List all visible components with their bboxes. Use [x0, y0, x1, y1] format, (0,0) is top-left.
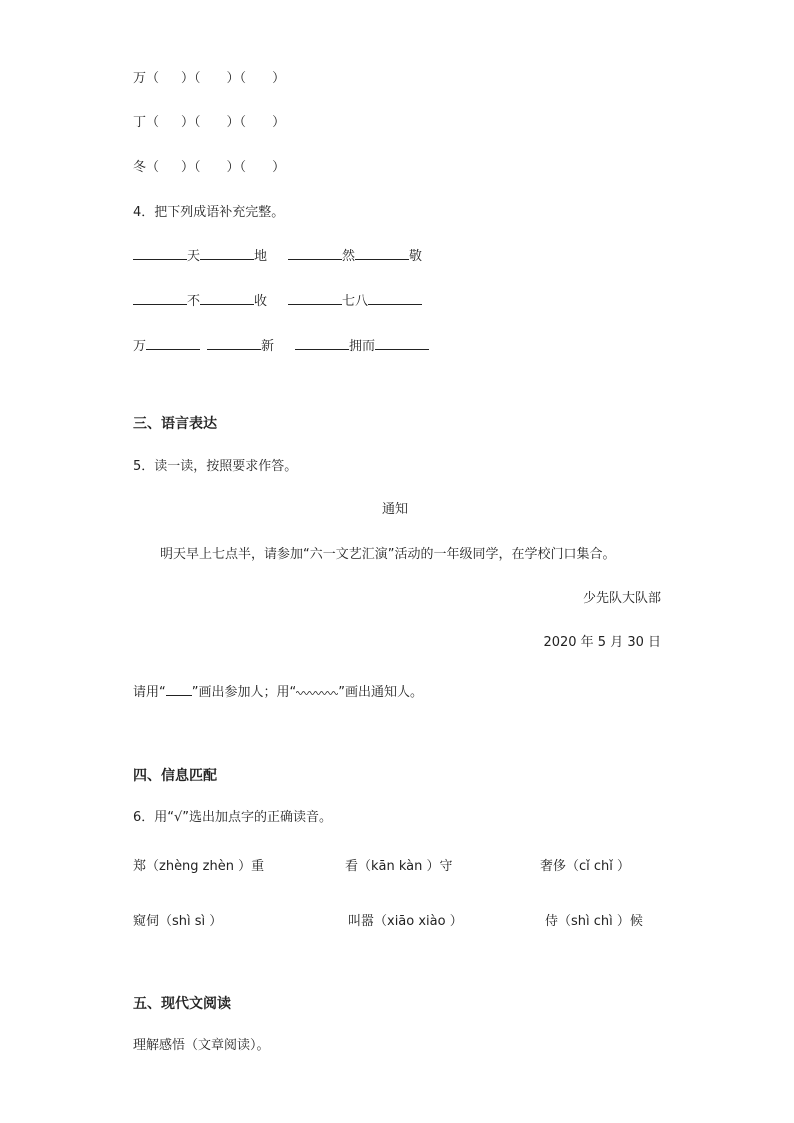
- fill-blank[interactable]: [288, 247, 342, 260]
- q3-char: 冬: [133, 160, 147, 175]
- fill-blank[interactable]: [375, 337, 429, 350]
- q3-char: 万: [133, 71, 147, 86]
- q6-prompt: 6．用“√”选出加点字的正确读音。: [133, 810, 333, 825]
- pinyin-item[interactable]: 奢侈（cǐ chǐ ）: [540, 859, 631, 874]
- reading-subheading: 理解感悟（文章阅读）。: [133, 1038, 270, 1053]
- notice-date: 2020 年 5 月 30 日: [543, 635, 661, 650]
- section-heading-5: 五、现代文阅读: [133, 996, 231, 1012]
- q3-row-2: 丁（ ）（ ）（ ）: [133, 115, 286, 130]
- pinyin-item[interactable]: 叫嚣（xiāo xiào ）: [348, 914, 463, 929]
- pinyin-item[interactable]: 窥伺（shì sì ）: [133, 914, 223, 929]
- fill-blank[interactable]: [207, 337, 261, 350]
- q3-char: 丁: [133, 115, 147, 130]
- wavy-underline-sample: [296, 688, 338, 696]
- idiom-row-1: 天 地 然 敬: [133, 245, 422, 264]
- straight-underline-sample: [166, 683, 192, 696]
- notice-body: 明天早上七点半，请参加“六一文艺汇演”活动的一年级同学，在学校门口集合。: [160, 547, 616, 562]
- pinyin-item[interactable]: 侍（shì chì ）候: [545, 914, 643, 929]
- fill-blank[interactable]: [368, 292, 422, 305]
- q5-prompt: 5．读一读，按照要求作答。: [133, 459, 298, 474]
- pinyin-item[interactable]: 郑（zhèng zhèn ）重: [133, 859, 265, 874]
- fill-blank[interactable]: [200, 247, 254, 260]
- pinyin-item[interactable]: 看（kān kàn ）守: [345, 859, 453, 874]
- notice-signature: 少先队大队部: [582, 591, 661, 606]
- fill-blank[interactable]: [288, 292, 342, 305]
- idiom-row-3: 万 新 拥而: [133, 335, 429, 354]
- idiom-row-2: 不 收 七八: [133, 290, 422, 309]
- q3-row-1: 万（ ）（ ）（ ）: [133, 71, 286, 86]
- fill-blank[interactable]: [133, 292, 187, 305]
- section-heading-4: 四、信息匹配: [133, 768, 217, 784]
- fill-blank[interactable]: [295, 337, 349, 350]
- q3-row-3: 冬（ ）（ ）（ ）: [133, 160, 286, 175]
- notice-title: 通知: [382, 502, 409, 517]
- fill-blank[interactable]: [133, 247, 187, 260]
- section-heading-3: 三、语言表达: [133, 416, 217, 432]
- q4-prompt: 4．把下列成语补充完整。: [133, 205, 285, 220]
- q5-instruction: 请用“ ”画出参加人；用“ ”画出通知人。: [133, 685, 423, 700]
- fill-blank[interactable]: [355, 247, 409, 260]
- fill-blank[interactable]: [200, 292, 254, 305]
- fill-blank[interactable]: [146, 337, 200, 350]
